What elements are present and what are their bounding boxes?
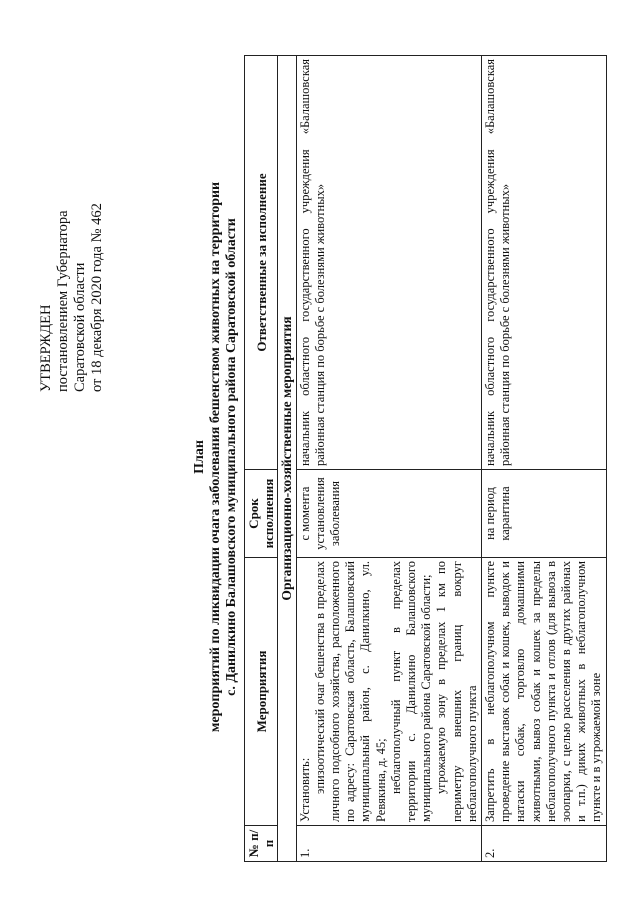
measure-paragraph: Установить: — [297, 757, 312, 822]
approval-stamp — [38, 62, 106, 392]
plan-table — [244, 55, 607, 862]
row-responsible: начальник областного государственного учреждения «Балашовская районная станция по борьбе с болезнями животных» — [482, 56, 607, 470]
header-term: Срок исполнения — [245, 470, 278, 558]
section-title: Организационно-хозяйственные мероприятия — [278, 56, 296, 862]
document-title — [192, 52, 240, 862]
measure-paragraph: неблагополучный пункт в пределах территории с. Данилкино Балашовского муниципального района Саратовской области; — [388, 561, 434, 822]
row-measures — [296, 558, 481, 826]
row-term: на период карантина — [482, 470, 607, 558]
title-line-3: с. Данилкино Балашовского муниципального района Саратовской области — [224, 218, 239, 696]
approval-line-2: Саратовской области — [72, 262, 88, 392]
row-measures — [482, 558, 607, 826]
title-line-2: мероприятий по ликвидации очага заболевания бешенством животных на территории — [208, 181, 223, 733]
row-term: с момента установления заболевания — [296, 470, 481, 558]
rotated-sheet — [20, 52, 620, 862]
measure-paragraph: Запретить в неблагополучном пункте проведение выставок собак и кошек, выводок и натаски собак, торговлю домашними животными, вывоз собак и кошек за пределы неблагополучного пункта и отлов (для вывоза в зоопарки, с целью расселения в других районах и т.п.) диких животных в неблагополучном пункте и в угрожаемой зоне — [483, 561, 604, 822]
table-header-row — [245, 56, 278, 862]
row-num: 2. — [482, 826, 607, 862]
table-row — [296, 56, 481, 862]
header-responsible: Ответственные за исполнение — [245, 56, 278, 470]
measure-paragraph: угрожаемую зону в пределах 1 км по периметру внешних границ вокруг неблагополучного пункта — [434, 561, 479, 822]
row-num: 1. — [296, 826, 481, 862]
header-num: № п/п — [245, 826, 278, 862]
title-line-1: План — [192, 440, 207, 474]
measure-paragraph: эпизоотический очаг бешенства в пределах личного подсобного хозяйства, расположенного по адресу: Саратовская область, Балашовский муниципальный район, с. Данилкино, ул. Ревякина, д. 45; — [312, 561, 388, 822]
table-row — [482, 56, 607, 862]
approval-line-1: постановлением Губернатора — [55, 210, 71, 392]
header-measures: Мероприятия — [245, 558, 278, 826]
section-row — [278, 56, 296, 862]
approval-heading: УТВЕРЖДЕН — [38, 304, 54, 392]
row-responsible: начальник областного государственного учреждения «Балашовская районная станция по борьбе с болезнями животных» — [296, 56, 481, 470]
approval-line-3: от 18 декабря 2020 года № 462 — [89, 203, 105, 392]
